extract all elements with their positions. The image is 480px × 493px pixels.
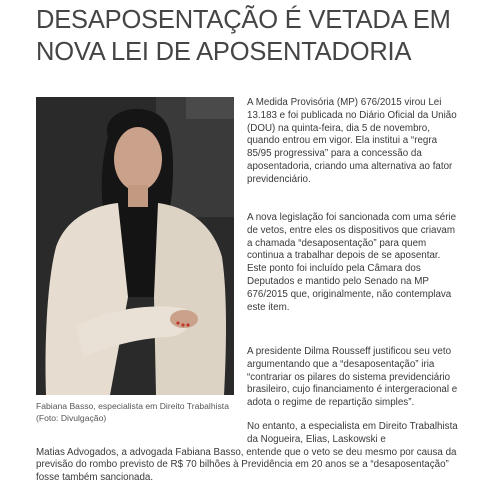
- article-headline: DESAPOSENTAÇÃO É VETADA EM NOVA LEI DE APOSENTADORIA: [36, 6, 451, 66]
- photo-caption: Fabiana Basso, especialista em Direito Trabalhista (Foto: Divulgação): [36, 401, 229, 423]
- portrait-image: [36, 97, 234, 395]
- paragraph-4-rest: Matias Advogados, a advogada Fabiana Basso, entende que o veto se deu mesmo por causa da previsão do rombo previsto de R$ 70 bilhões à Previdência em 20 anos se a “desaposentação” fosse também sancionada.: [36, 446, 457, 484]
- paragraph-3: A presidente Dilma Rousseff justificou seu veto argumentando que a “desaposentação” iria “contrariar os pilares do sistema previdenciário brasileiro, cujo financiamento é intergeracional e adota o regime de repartição simples”.: [247, 346, 458, 409]
- paragraph-4-lead: No entanto, a especialista em Direito Trabalhista da Nogueira, Elias, Laskowski e: [247, 421, 458, 445]
- paragraph-4: [36, 421, 466, 485]
- paragraph-1: A Medida Provisória (MP) 676/2015 virou Lei 13.183 e foi publicada no Diário Oficial da União (DOU) na quinta-feira, dia 5 de novembro, quando entrou em vigor. Ela institui a “regra 85/95 progressiva” para a concessão da aposentadoria, criando uma alternativa ao fator previdenciário.: [247, 97, 457, 185]
- article-photo: [36, 97, 234, 395]
- paragraph-2: A nova legislação foi sancionada com uma série de vetos, entre eles os dispositivos que criavam a chamada “desaposentação” para quem continua a trabalhar depois de se aposentar. Este ponto foi incluído pela Câmara dos Deputados e mantido pelo Senado na MP 676/2015 que, originalmente, não contemplava este item.: [247, 212, 457, 313]
